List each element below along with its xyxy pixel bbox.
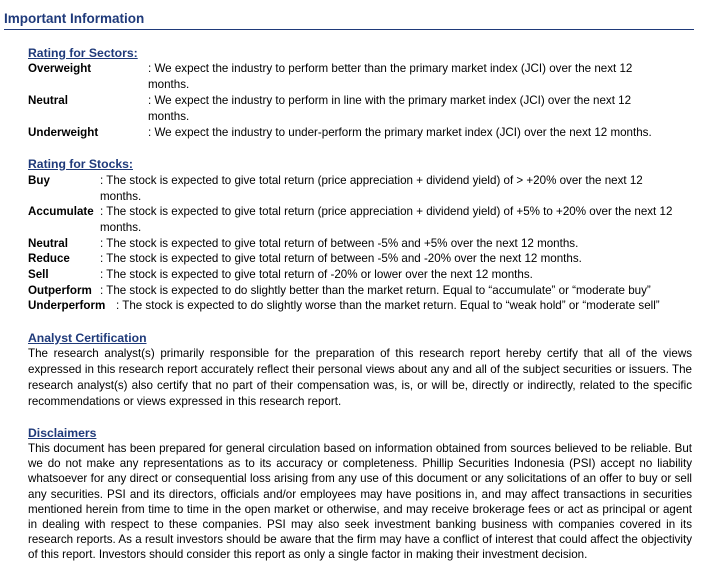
stock-term-sell: Sell [28, 268, 49, 281]
stock-term-buy: Buy [28, 174, 50, 187]
stock-desc-reduce: : The stock is expected to give total return of between -5% and -20% over the next 12 months. [100, 252, 582, 265]
sector-term-underweight: Underweight [28, 126, 99, 139]
sectors-title: Rating for Sectors: [28, 46, 138, 60]
stock-term-outperform: Outperform [28, 284, 92, 297]
stock-desc-sell: : The stock is expected to give total return of -20% or lower over the next 12 months. [100, 268, 533, 281]
stock-term-reduce: Reduce [28, 252, 70, 265]
disclaimers-body: This document has been prepared for general circulation based on information obtained from sources believed to be reliable. But we do not make any representations as to its accuracy or completeness. Phillip Securities Indonesia (PSI) accept no liability whatsoever for any direct or consequential loss arising from any use of this document or any solicitations of an offer to buy or sell any securities. PSI and its directors, officials and/or employees may have positions in, and may affect transactions in securities mentioned herein from time to time in the open market or otherwise, and may receive brokerage fees or act as principal or agent in dealing with respect to these companies. PSI may also seek investment banking business with companies covered in its research reports. As a result investors should be aware that the firm may have a conflict of interest that could affect the objectivity of this report. Investors should consider this report as only a single factor in making their investment decision. [28, 442, 692, 562]
sector-desc-underweight: : We expect the industry to under-perform the primary market index (JCI) over the next 12 months. [148, 126, 652, 139]
stock-desc-outperform: : The stock is expected to do slightly better than the market return. Equal to “accumulate” or “moderate buy” [100, 284, 651, 297]
stocks-title: Rating for Stocks: [28, 157, 133, 171]
stock-desc-accumulate: : The stock is expected to give total return (price appreciation + dividend yield) of +5% to +20% over the next 12 months. [100, 205, 673, 234]
stock-desc-underperform: : The stock is expected to do slightly worse than the market return. Equal to “weak hold” or “moderate sell” [116, 299, 660, 312]
stock-term-accumulate: Accumulate [28, 205, 94, 218]
page-heading: Important Information [4, 11, 694, 30]
disclaimers-title: Disclaimers [28, 426, 97, 440]
stock-term-underperform: Underperform [28, 299, 106, 312]
sector-term-neutral: Neutral [28, 94, 68, 107]
sector-desc-neutral: : We expect the industry to perform in line with the primary market index (JCI) over the next 12 months. [148, 94, 632, 123]
stock-term-neutral: Neutral [28, 237, 68, 250]
analyst-certification-title: Analyst Certification [28, 331, 147, 345]
stock-desc-neutral: : The stock is expected to give total return of between -5% and +5% over the next 12 months. [100, 237, 579, 250]
sector-term-overweight: Overweight [28, 62, 92, 75]
stock-desc-buy: : The stock is expected to give total return (price appreciation + dividend yield) of > +20% over the next 12 months. [100, 174, 643, 203]
analyst-certification-body: The research analyst(s) primarily responsible for the preparation of this research report hereby certify that all of the views expressed in this research report accurately reflect their personal views about any and all of the subject securities or issuers. The research analyst(s) also certify that no part of their compensation was, is, or will be, directly or indirectly, related to the specific recommendations or views expressed in this research report. [28, 347, 692, 408]
sector-desc-overweight: : We expect the industry to perform better than the primary market index (JCI) over the next 12 months. [148, 62, 633, 91]
